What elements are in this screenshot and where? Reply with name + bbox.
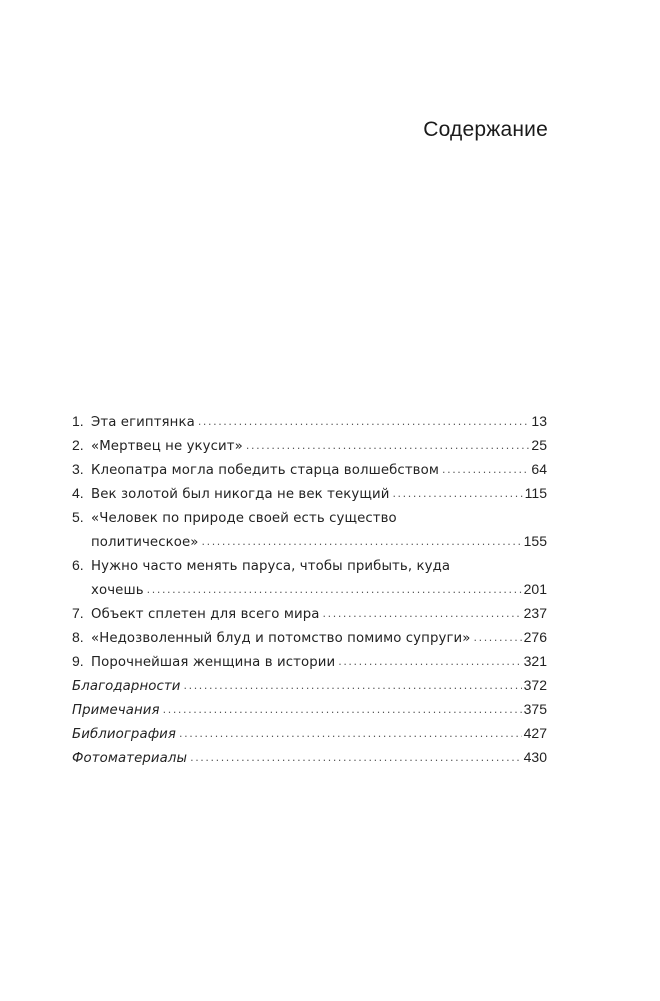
toc-entry-bibliography[interactable] [72,721,547,745]
dot-leader [474,626,522,650]
chapter-number: 3. [72,461,84,477]
page-number: 321 [523,653,547,669]
page-number: 427 [523,725,547,741]
page-number: 276 [523,629,547,645]
chapter-title-line-1: «Человек по природе своей есть существо [91,511,397,526]
dot-leader [163,698,522,722]
chapter-title-line-2: политическое» [91,535,199,550]
dot-leader [179,722,522,746]
dot-leader [147,578,522,602]
chapter-title: Век золотой был никогда не век текущий [91,487,390,502]
back-matter-title: Благодарности [72,679,181,694]
page-number: 372 [523,677,547,693]
toc-entry-photo-credits[interactable] [72,745,547,769]
page-number: 430 [523,749,547,765]
dot-leader [323,602,522,626]
toc-entry-acknowledgements[interactable] [72,673,547,697]
chapter-title: Клеопатра могла победить старца волшебством [91,463,439,478]
back-matter-title: Фотоматериалы [72,751,188,766]
toc-entry-chapter-2[interactable] [72,433,547,457]
dot-leader [392,482,522,506]
dot-leader [190,746,522,770]
toc-entry-chapter-5[interactable] [72,505,547,553]
toc-entry-chapter-1[interactable] [72,409,547,433]
page-number: 155 [523,533,547,549]
dot-leader [338,650,521,674]
dot-leader [198,410,530,434]
chapter-title: Объект сплетен для всего мира [91,607,320,622]
dot-leader [246,434,530,458]
page-number: 201 [523,581,547,597]
page-number: 13 [531,413,547,429]
chapter-title: Эта египтянка [91,415,195,430]
chapter-number: 6. [72,557,84,573]
chapter-number: 2. [72,437,84,453]
chapter-number: 5. [72,509,84,525]
toc-entry-chapter-7[interactable] [72,601,547,625]
page-number: 237 [523,605,547,621]
page-number: 375 [523,701,547,717]
page-number: 64 [531,461,547,477]
toc-entry-chapter-8[interactable] [72,625,547,649]
toc-entry-chapter-6[interactable] [72,553,547,601]
chapter-title: «Недозволенный блуд и потомство помимо супруги» [91,631,471,646]
toc-entry-chapter-9[interactable] [72,649,547,673]
chapter-number: 7. [72,605,84,621]
chapter-number: 8. [72,629,84,645]
chapter-number: 9. [72,653,84,669]
back-matter-title: Библиография [72,727,177,742]
page-title: Содержание [423,118,548,141]
chapter-title: Порочнейшая женщина в истории [91,655,336,670]
chapter-title-line-1: Нужно часто менять паруса, чтобы прибыть, куда [91,559,451,574]
toc-entry-chapter-4[interactable] [72,481,547,505]
dot-leader [184,674,522,698]
chapter-number: 1. [72,413,84,429]
back-matter-title: Примечания [72,703,160,718]
page-number: 115 [524,485,547,501]
page-number: 25 [531,437,547,453]
dot-leader [442,458,529,482]
chapter-title: «Мертвец не укусит» [91,439,243,454]
dot-leader [202,530,522,554]
chapter-number: 4. [72,485,84,501]
toc-entry-notes[interactable] [72,697,547,721]
toc-entry-chapter-3[interactable] [72,457,547,481]
chapter-title-line-2: хочешь [91,583,144,598]
table-of-contents [72,409,547,769]
